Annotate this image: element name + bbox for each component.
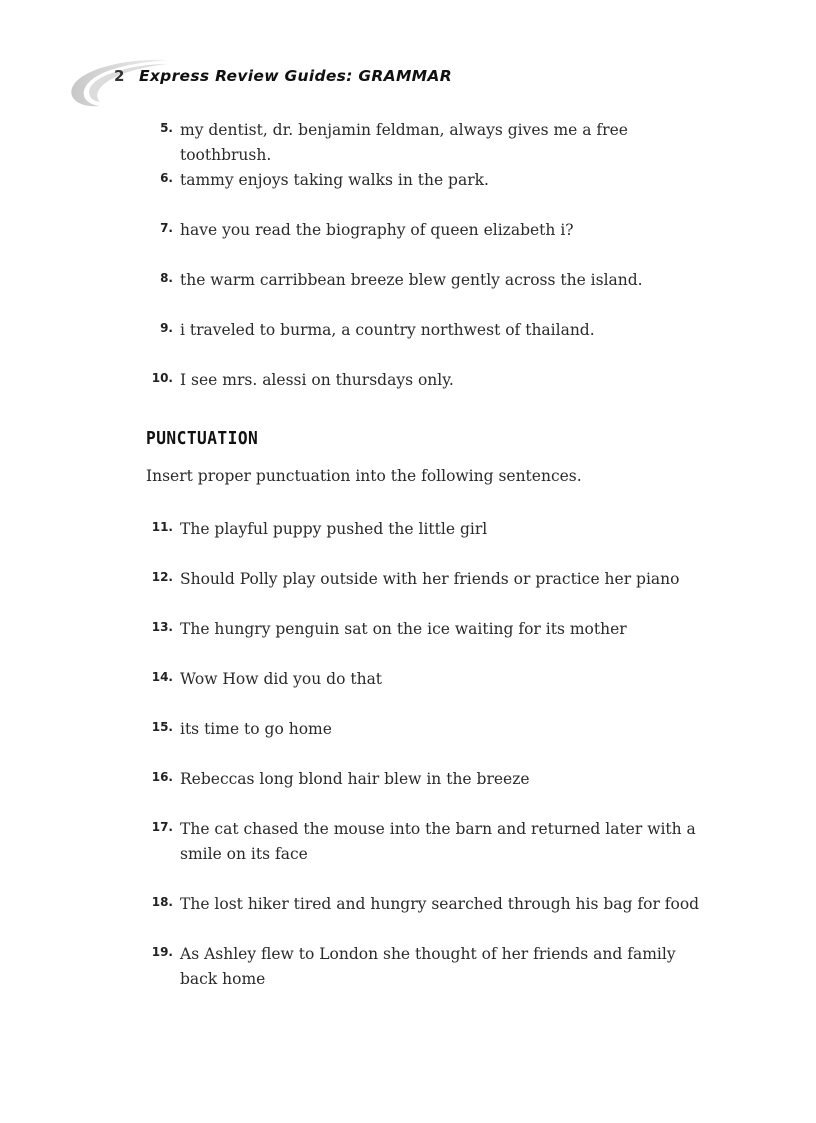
item-text: The cat chased the mouse into the barn and returned later with a smile on its face [180,820,696,863]
item-number: 6. [160,171,173,185]
item-text: my dentist, dr. benjamin feldman, always gives me a free toothbrush. [180,121,628,164]
item-number: 8. [160,271,173,285]
page-number: 2 [114,67,125,85]
item-number: 12. [151,570,173,584]
item-text: Wow How did you do that [180,670,383,688]
item-number: 10. [151,371,173,385]
item-number: 16. [151,770,173,784]
item-number: 14. [151,670,173,684]
item-text: As Ashley flew to London she thought of her friends and family back home [180,945,676,988]
item-text: have you read the biography of queen elizabeth i? [180,221,574,239]
item-text: I see mrs. alessi on thursdays only. [180,371,454,389]
item-number: 9. [160,321,173,335]
item-number: 7. [160,221,173,235]
item-text: its time to go home [180,720,332,738]
item-number: 5. [160,121,173,135]
running-head-title: Express Review Guides: GRAMMAR [139,67,452,85]
item-text: The lost hiker tired and hungry searched through his bag for food [180,895,700,913]
item-text: i traveled to burma, a country northwest of thailand. [180,321,595,339]
item-text: tammy enjoys taking walks in the park. [180,171,489,189]
item-text: Should Polly play outside with her friends or practice her piano [180,570,680,588]
section-heading: PUNCTUATION [146,428,259,449]
item-text: The playful puppy pushed the little girl [180,520,488,538]
section-instructions: Insert proper punctuation into the following sentences. [146,467,582,485]
item-number: 11. [151,520,173,534]
item-number: 13. [151,620,173,634]
item-number: 18. [151,895,173,909]
item-number: 15. [151,720,173,734]
item-text: Rebeccas long blond hair blew in the breeze [180,770,530,788]
item-text: The hungry penguin sat on the ice waiting for its mother [180,620,627,638]
item-number: 19. [151,945,173,959]
item-text: the warm carribbean breeze blew gently across the island. [180,271,643,289]
page-header [0,0,816,120]
item-number: 17. [151,820,173,834]
